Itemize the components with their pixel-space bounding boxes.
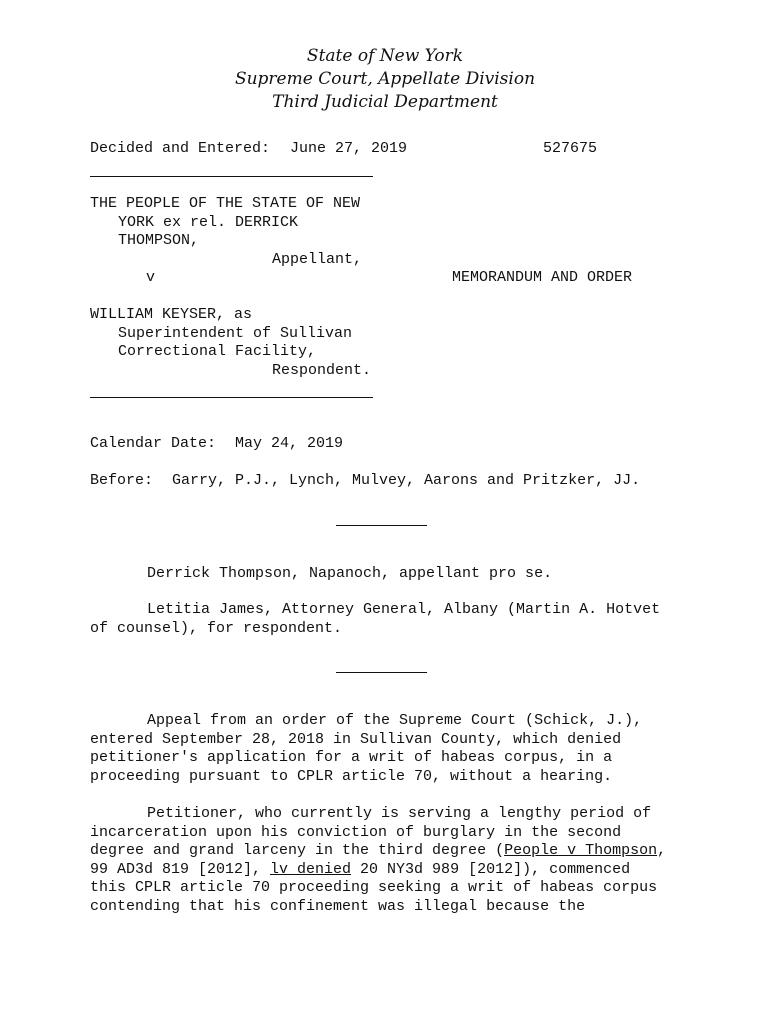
paragraph-1-line-4: proceeding pursuant to CPLR article 70, without a hearing.	[90, 767, 613, 785]
appellant-line-2: YORK ex rel. DERRICK	[118, 213, 299, 231]
decided-date: June 27, 2019	[290, 140, 408, 157]
court-department-line: Third Judicial Department	[272, 92, 498, 112]
appellant-counsel: Derrick Thompson, Napanoch, appellant pro se.	[147, 565, 553, 582]
section-divider-2	[336, 672, 427, 673]
versus-marker: v	[146, 269, 156, 286]
paragraph-2-line-2: incarceration upon his conviction of burglary in the second	[90, 823, 622, 841]
respondent-line-3: Correctional Facility,	[118, 343, 317, 360]
paragraph-2-line-3	[90, 842, 666, 861]
before-label: Before:	[90, 472, 154, 489]
respondent-counsel-line-2: of counsel), for respondent.	[90, 620, 343, 637]
citation-people-v-thompson: People v Thompson	[504, 842, 658, 859]
caption-bottom-rule	[90, 397, 373, 398]
respondent-role: Respondent.	[272, 361, 372, 379]
calendar-label: Calendar Date:	[90, 435, 217, 452]
paragraph-1-line-1: Appeal from an order of the Supreme Court (Schick, J.),	[147, 712, 643, 729]
paragraph-2-line-6: contending that his confinement was illegal because the	[90, 897, 586, 915]
section-divider-1	[336, 525, 427, 526]
calendar-date: May 24, 2019	[235, 435, 344, 452]
citation-lv-denied: lv denied	[270, 860, 352, 878]
paragraph-2-line-4-text: 99 AD3d 819 [2012],	[90, 860, 271, 878]
paragraph-2-line-3-text: degree and grand larceny in the third degree (	[90, 842, 505, 859]
respondent-line-1: WILLIAM KEYSER, as	[90, 306, 253, 323]
docket-number: 527675	[543, 140, 598, 157]
paragraph-2-line-3-tail: ,	[657, 842, 667, 859]
before-judges: Garry, P.J., Lynch, Mulvey, Aarons and Pritzker, JJ.	[172, 472, 641, 489]
respondent-counsel-line-1: Letitia James, Attorney General, Albany (Martin A. Hotvet	[147, 601, 661, 618]
appellant-line-3: THOMPSON,	[118, 232, 200, 249]
court-state-line: State of New York	[306, 46, 464, 66]
paragraph-2-line-4-tail: 20 NY3d 989 [2012]), commenced	[351, 860, 631, 878]
paragraph-2-line-4	[90, 861, 630, 880]
paragraph-2-line-1: Petitioner, who currently is serving a lengthy period of	[147, 805, 652, 822]
respondent-line-2: Superintendent of Sullivan	[118, 324, 353, 342]
decided-label: Decided and Entered:	[90, 140, 271, 157]
paragraph-1-line-2: entered September 28, 2018 in Sullivan County, which denied	[90, 730, 622, 748]
document-type: MEMORANDUM AND ORDER	[452, 269, 633, 286]
appellant-line-1: THE PEOPLE OF THE STATE OF NEW	[90, 195, 361, 212]
court-division-line: Supreme Court, Appellate Division	[234, 69, 536, 89]
appellant-role: Appellant,	[272, 250, 363, 268]
paragraph-1-line-3: petitioner's application for a writ of habeas corpus, in a	[90, 749, 613, 766]
paragraph-2-line-5: this CPLR article 70 proceeding seeking a writ of habeas corpus	[90, 879, 658, 896]
caption-top-rule	[90, 176, 373, 177]
